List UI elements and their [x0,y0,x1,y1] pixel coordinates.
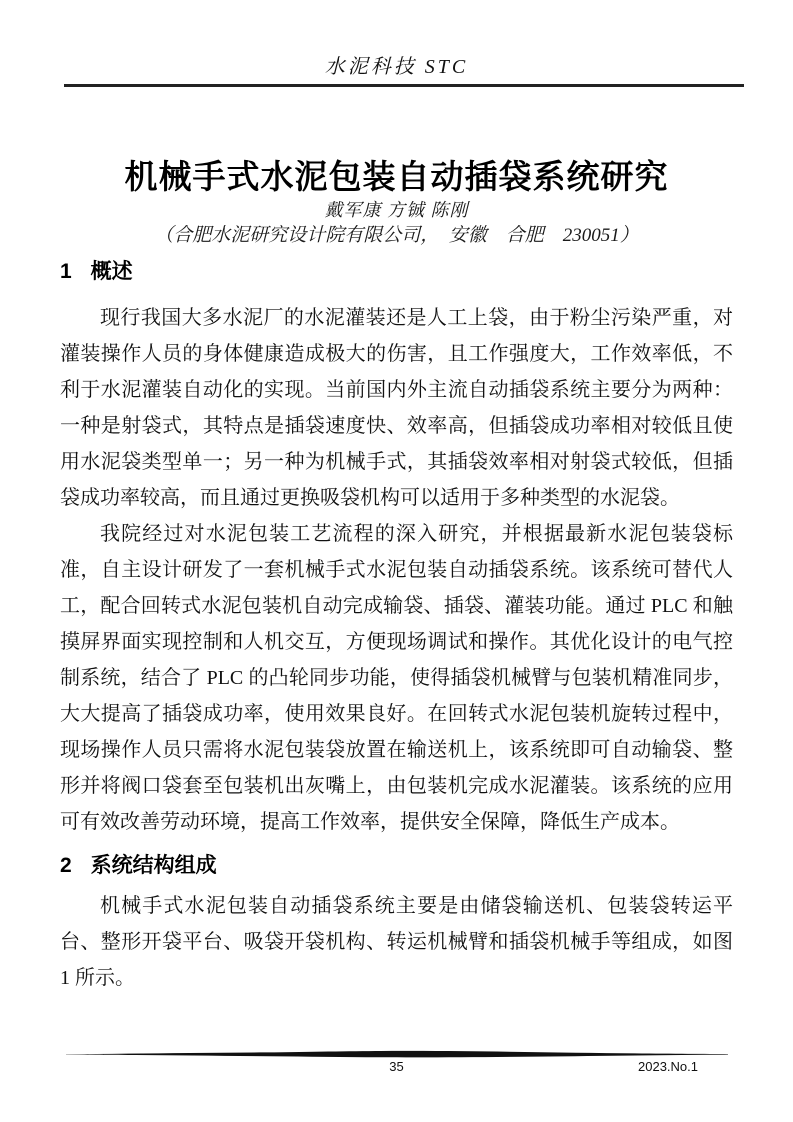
article-authors: 戴军康 方铖 陈刚 [324,200,469,220]
article-affiliation: （合肥水泥研究设计院有限公司， 安徽 合肥 230051） [154,225,639,246]
paragraph: 现行我国大多水泥厂的水泥灌装还是人工上袋，由于粉尘污染严重，对灌装操作人员的身体健康造成极大的伤害，且工作强度大，工作效率低，不利于水泥灌装自动化的实现。当前国内外主流自动插袋系统主要分为两种：一种是射袋式，其特点是插袋速度快、效率高，但插袋成功率相对较低且使用水泥袋类型单一；另一种为机械手式，其插袋效率相对射袋式较低，但插袋成功率较高，而且通过更换吸袋机构可以适用于多种类型的水泥袋。 [60,307,733,509]
section-title: 概述 [90,260,133,283]
journal-header-title: 水泥科技 STC [324,56,469,78]
footer-issue-label: 2023.No.1 [638,1059,698,1074]
header-rule [64,84,744,87]
footer-rule [66,1050,728,1058]
paragraph: 我院经过对水泥包装工艺流程的深入研究，并根据最新水泥包装袋标准，自主设计研发了一套机械手式水泥包装自动插袋系统。该系统可替代人工，配合回转式水泥包装机自动完成输袋、插袋、灌装功能。通过 PLC 和触摸屏界面实现控制和人机交互，方便现场调试和操作。其优化设计的电气控制系统，结合了 PLC 的凸轮同步功能，使得插袋机械臂与包装机精准同步，大大提高了插袋成功率，使用效果良好。在回转式水泥包装机旋转过程中，现场操作人员只需将水泥包装袋放置在输送机上，该系统即可自动输袋、整形并将阀口袋套至包装机出灰嘴上，由包装机完成水泥灌装。该系统的应用可有效改善劳动环境，提高工作效率，提供安全保障，降低生产成本。 [60,523,733,833]
section-title: 系统结构组成 [90,854,217,877]
paragraph: 机械手式水泥包装自动插袋系统主要是由储袋输送机、包装袋转运平台、整形开袋平台、吸袋开袋机构、转运机械臂和插袋机械手等组成，如图 1 所示。 [60,895,733,989]
section-number: 1 [60,260,72,283]
section-heading-structure [60,852,733,880]
footer-page-number: 35 [389,1059,404,1074]
article-body [60,258,733,996]
section-number: 2 [60,854,72,877]
article-title: 机械手式水泥包装自动插袋系统研究 [124,158,669,196]
section-heading-overview [60,258,733,286]
